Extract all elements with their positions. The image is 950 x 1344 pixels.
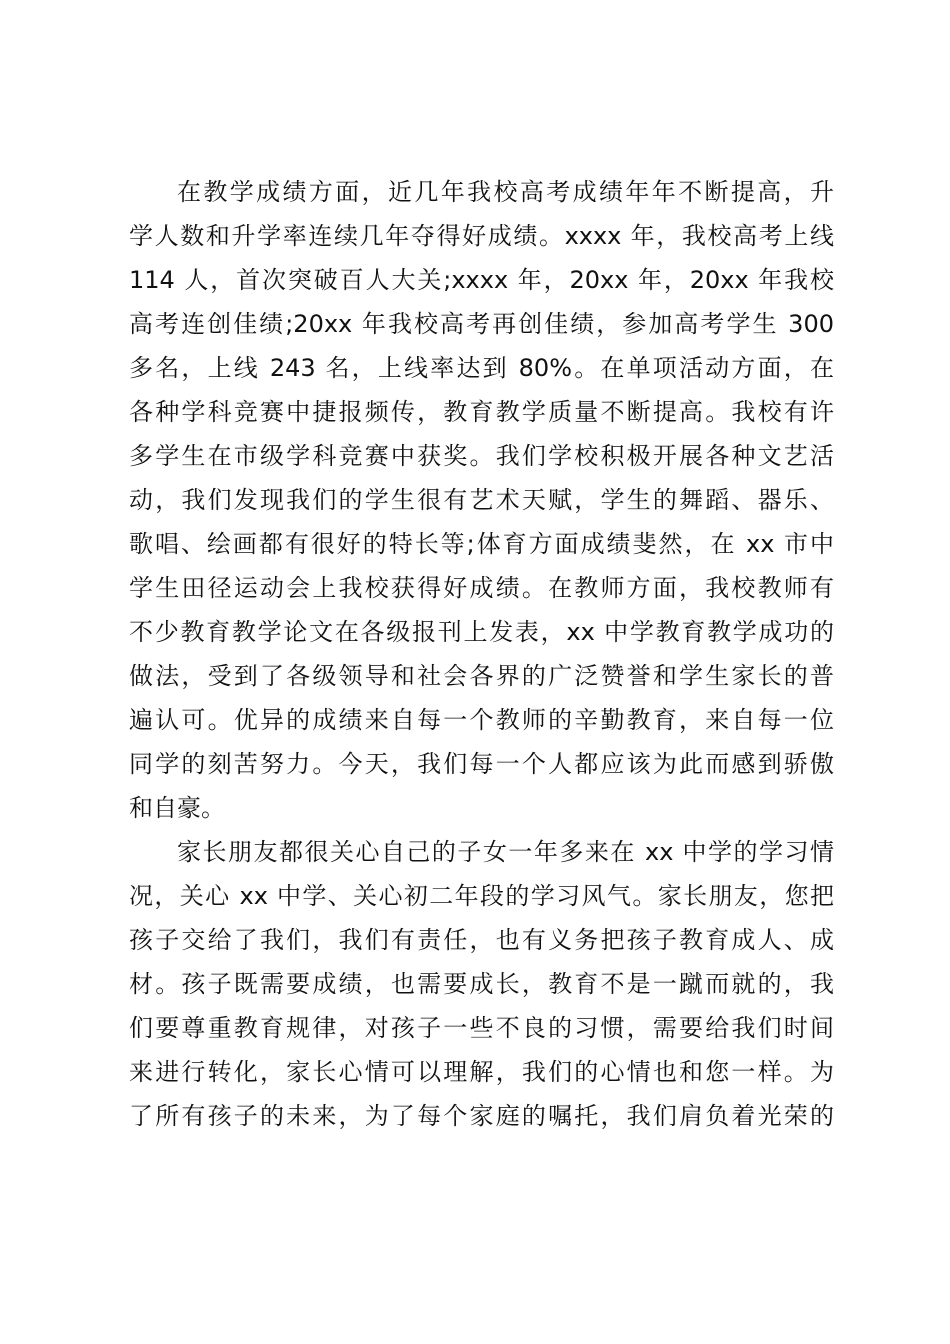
text-line: 孩子交给了我们，我们有责任，也有义务把孩子教育成人、成	[129, 926, 834, 954]
text-line: 和自豪。	[129, 794, 225, 822]
text-line: 家长朋友都很关心自己的子女一年多来在 xx 中学的学习情	[177, 838, 834, 866]
text-line: 114 人，首次突破百人大关;xxxx 年，20xx 年，20xx 年我校	[129, 266, 834, 294]
text-line: 做法，受到了各级领导和社会各界的广泛赞誉和学生家长的普	[129, 662, 834, 690]
text-line: 学人数和升学率连续几年夺得好成绩。xxxx 年，我校高考上线	[129, 222, 834, 250]
text-line: 们要尊重教育规律，对孩子一些不良的习惯，需要给我们时间	[129, 1014, 834, 1042]
text-line: 多学生在市级学科竞赛中获奖。我们学校积极开展各种文艺活	[129, 442, 834, 470]
text-line: 歌唱、绘画都有很好的特长等;体育方面成绩斐然，在 xx 市中	[129, 530, 834, 558]
text-line: 况，关心 xx 中学、关心初二年段的学习风气。家长朋友，您把	[129, 882, 834, 910]
paragraph-parents-message	[129, 830, 834, 1138]
paragraph-teaching-achievements	[129, 170, 834, 830]
text-line: 在教学成绩方面，近几年我校高考成绩年年不断提高，升	[177, 178, 834, 206]
text-line: 各种学科竞赛中捷报频传，教育教学质量不断提高。我校有许	[129, 398, 834, 426]
text-line: 动，我们发现我们的学生很有艺术天赋，学生的舞蹈、器乐、	[129, 486, 834, 514]
text-line: 不少教育教学论文在各级报刊上发表，xx 中学教育教学成功的	[129, 618, 834, 646]
text-line: 了所有孩子的未来，为了每个家庭的嘱托，我们肩负着光荣的	[129, 1102, 834, 1130]
text-line: 多名，上线 243 名，上线率达到 80%。在单项活动方面，在	[129, 354, 834, 382]
text-line: 同学的刻苦努力。今天，我们每一个人都应该为此而感到骄傲	[129, 750, 834, 778]
text-line: 高考连创佳绩;20xx 年我校高考再创佳绩，参加高考学生 300	[129, 310, 834, 338]
text-line: 来进行转化，家长心情可以理解，我们的心情也和您一样。为	[129, 1058, 834, 1086]
text-line: 学生田径运动会上我校获得好成绩。在教师方面，我校教师有	[129, 574, 834, 602]
text-line: 遍认可。优异的成绩来自每一个教师的辛勤教育，来自每一位	[129, 706, 834, 734]
text-line: 材。孩子既需要成绩，也需要成长，教育不是一蹴而就的，我	[129, 970, 834, 998]
